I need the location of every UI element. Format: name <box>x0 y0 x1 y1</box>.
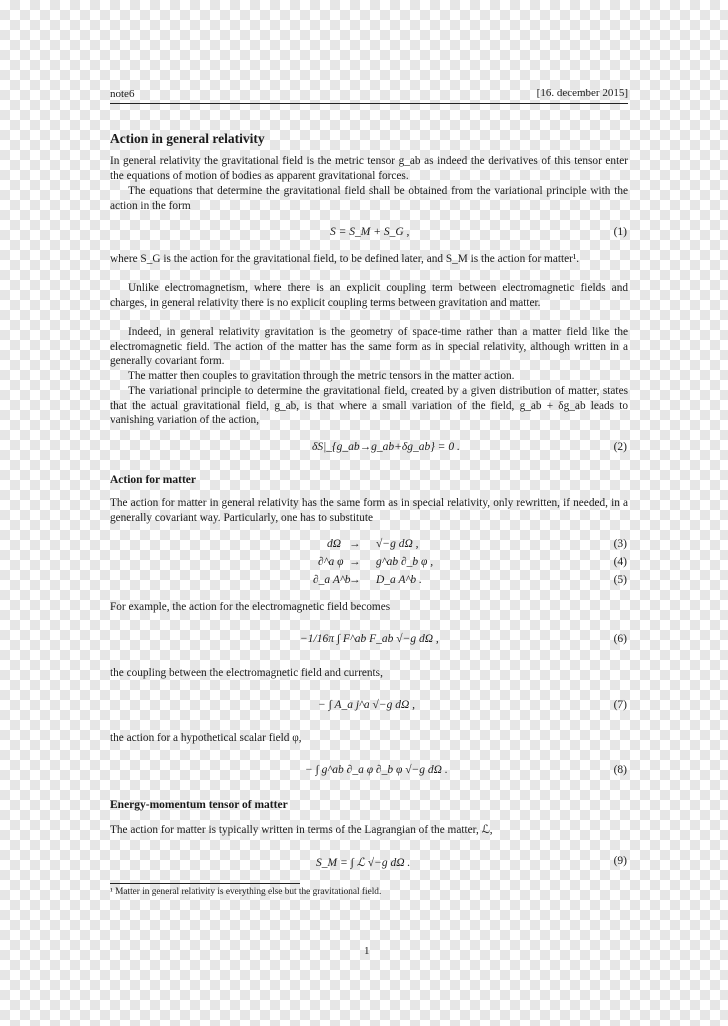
equation-number-3: (3) <box>613 538 627 550</box>
header-left: note6 <box>110 88 135 100</box>
paragraph <box>110 154 628 183</box>
paragraph <box>110 823 628 838</box>
equation-number-8: (8) <box>613 764 627 776</box>
paragraph-text: the coupling between the electromagnetic field and currents, <box>110 667 383 679</box>
equation-number-2: (2) <box>613 441 627 453</box>
paragraph <box>110 666 628 681</box>
equation-number-5: (5) <box>613 574 627 586</box>
paragraph <box>110 252 628 267</box>
equation-3-rhs: √−g dΩ , <box>376 538 419 550</box>
paragraph <box>110 731 628 746</box>
paragraph-text: For example, the action for the electromagnetic field becomes <box>110 601 391 613</box>
paragraph-text: The variational principle to determine the gravitational field, created by a given distribution of matter, states that the actual gravitational field, g_ab, is that where a small variation of the field, g_ab + δg_ab leads to vanishing variation of the action, <box>110 385 628 426</box>
paragraph <box>110 281 628 310</box>
equation-7: − ∫ A_a j^a √−g dΩ , <box>318 699 416 711</box>
paragraph-text: The action for matter is typically written in terms of the Lagrangian of the matter, ℒ, <box>110 824 493 836</box>
equation-4-lhs: ∂^a φ <box>318 556 344 568</box>
paragraph-text: The equations that determine the gravitational field shall be obtained from the variational principle with the action in the form <box>110 185 628 212</box>
paragraph <box>110 369 628 384</box>
equation-4-rhs: g^ab ∂_b φ , <box>376 556 434 568</box>
paragraph <box>110 184 628 213</box>
paragraph-text: Indeed, in general relativity gravitation is the geometry of space-time rather than a matter field like the electromagnetic field. The action of the matter has the same form as in special relativity, although written in a generally covariant form. <box>110 326 628 367</box>
header-right: [16. december 2015] <box>536 87 628 99</box>
equation-5-rhs: D_a A^b . <box>376 574 422 586</box>
paragraph-text: the action for a hypothetical scalar field φ, <box>110 732 302 744</box>
paragraph-text: Unlike electromagnetism, where there is an explicit coupling term between electromagnetic fields and charges, in general relativity there is no explicit coupling terms between gravitation and matter. <box>110 282 628 309</box>
equation-number-4: (4) <box>613 556 627 568</box>
equation-number-6: (6) <box>613 633 627 645</box>
section-title-action-matter: Action for matter <box>110 474 197 486</box>
page-number: 1 <box>364 945 370 957</box>
paragraph <box>110 325 628 369</box>
equation-number-9: (9) <box>613 855 627 867</box>
paragraph <box>110 600 628 615</box>
header-rule <box>110 103 628 104</box>
arrow-3: → <box>349 538 361 550</box>
footnote: ¹ Matter in general relativity is everything else but the gravitational field. <box>110 887 382 897</box>
equation-2: δS|_{g_ab→g_ab+δg_ab} = 0 . <box>312 441 460 453</box>
equation-5-lhs: ∂_a A^b <box>313 574 351 586</box>
equation-number-7: (7) <box>613 699 627 711</box>
footnote-rule <box>110 883 300 884</box>
equation-3-lhs: dΩ <box>327 538 342 550</box>
section-title-energy-momentum: Energy-momentum tensor of matter <box>110 799 288 811</box>
equation-1: S = S_M + S_G , <box>330 226 410 238</box>
section-title-action-gr: Action in general relativity <box>110 131 265 146</box>
equation-9: S_M = ∫ ℒ √−g dΩ . <box>316 857 411 869</box>
paragraph-text: The action for matter in general relativity has the same form as in special relativity, only rewritten, if needed, in a generally covariant way. Particularly, one has to substitute <box>110 497 628 524</box>
paragraph <box>110 496 628 525</box>
paragraph-text: The matter then couples to gravitation through the metric tensors in the matter action. <box>128 370 515 382</box>
equation-number-1: (1) <box>613 226 627 238</box>
paragraph <box>110 384 628 428</box>
equation-8: − ∫ g^ab ∂_a φ ∂_b φ √−g dΩ . <box>305 764 448 776</box>
paragraph-text: In general relativity the gravitational field is the metric tensor g_ab as indeed the derivatives of this tensor enter the equations of motion of bodies as apparent gravitational forces. <box>110 155 628 182</box>
arrow-4: → <box>349 556 361 568</box>
paragraph-text: where S_G is the action for the gravitational field, to be defined later, and S_M is the action for matter¹. <box>110 253 580 265</box>
equation-6: −1/16π ∫ F^ab F_ab √−g dΩ , <box>300 633 439 645</box>
arrow-5: → <box>349 574 361 586</box>
